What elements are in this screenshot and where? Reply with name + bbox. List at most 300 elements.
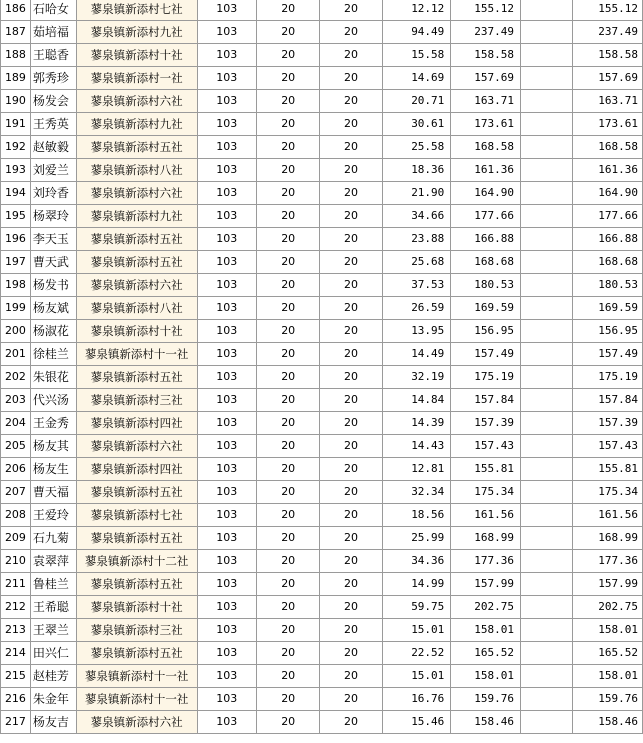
value-cell-d[interactable]: 25.58 — [382, 136, 451, 159]
value-cell-b[interactable]: 20 — [257, 297, 320, 320]
value-cell-e[interactable]: 169.59 — [451, 297, 521, 320]
value-cell-e[interactable]: 175.34 — [451, 481, 521, 504]
name-cell[interactable]: 杨友其 — [30, 435, 76, 458]
value-cell-f[interactable] — [520, 205, 572, 228]
value-cell-a[interactable]: 103 — [197, 297, 256, 320]
value-cell-a[interactable]: 103 — [197, 274, 256, 297]
value-cell-f[interactable] — [520, 619, 572, 642]
value-cell-b[interactable]: 20 — [257, 228, 320, 251]
value-cell-b[interactable]: 20 — [257, 619, 320, 642]
value-cell-c[interactable]: 20 — [320, 228, 382, 251]
value-cell-b[interactable]: 20 — [257, 527, 320, 550]
value-cell-b[interactable]: 20 — [257, 159, 320, 182]
name-cell[interactable]: 徐桂兰 — [30, 343, 76, 366]
name-cell[interactable]: 杨发会 — [30, 90, 76, 113]
value-cell-f[interactable] — [520, 90, 572, 113]
address-cell[interactable]: 蓼泉镇新添村十二社 — [76, 550, 197, 573]
value-cell-a[interactable]: 103 — [197, 320, 256, 343]
address-cell[interactable]: 蓼泉镇新添村十社 — [76, 320, 197, 343]
total-cell[interactable]: 158.58 — [573, 44, 643, 67]
value-cell-b[interactable]: 20 — [257, 412, 320, 435]
value-cell-a[interactable]: 103 — [197, 665, 256, 688]
address-cell[interactable]: 蓼泉镇新添村八社 — [76, 159, 197, 182]
value-cell-c[interactable]: 20 — [320, 159, 382, 182]
value-cell-b[interactable]: 20 — [257, 274, 320, 297]
row-index-cell[interactable]: 217 — [1, 711, 31, 734]
total-cell[interactable]: 177.36 — [573, 550, 643, 573]
value-cell-a[interactable]: 103 — [197, 366, 256, 389]
address-cell[interactable]: 蓼泉镇新添村六社 — [76, 90, 197, 113]
value-cell-a[interactable]: 103 — [197, 688, 256, 711]
value-cell-e[interactable]: 165.52 — [451, 642, 521, 665]
value-cell-e[interactable]: 157.84 — [451, 389, 521, 412]
value-cell-b[interactable]: 20 — [257, 642, 320, 665]
value-cell-e[interactable]: 168.99 — [451, 527, 521, 550]
name-cell[interactable]: 李天玉 — [30, 228, 76, 251]
value-cell-f[interactable] — [520, 711, 572, 734]
value-cell-c[interactable]: 20 — [320, 550, 382, 573]
value-cell-e[interactable]: 155.12 — [451, 0, 521, 21]
value-cell-f[interactable] — [520, 366, 572, 389]
value-cell-c[interactable]: 20 — [320, 596, 382, 619]
value-cell-b[interactable]: 20 — [257, 458, 320, 481]
value-cell-d[interactable]: 14.69 — [382, 67, 451, 90]
value-cell-b[interactable]: 20 — [257, 366, 320, 389]
value-cell-e[interactable]: 177.36 — [451, 550, 521, 573]
value-cell-a[interactable]: 103 — [197, 251, 256, 274]
value-cell-c[interactable]: 20 — [320, 435, 382, 458]
value-cell-a[interactable]: 103 — [197, 389, 256, 412]
value-cell-e[interactable]: 157.43 — [451, 435, 521, 458]
row-index-cell[interactable]: 186 — [1, 0, 31, 21]
value-cell-a[interactable]: 103 — [197, 596, 256, 619]
value-cell-b[interactable]: 20 — [257, 182, 320, 205]
name-cell[interactable]: 赵桂芳 — [30, 665, 76, 688]
address-cell[interactable]: 蓼泉镇新添村六社 — [76, 274, 197, 297]
name-cell[interactable]: 杨淑花 — [30, 320, 76, 343]
total-cell[interactable]: 175.19 — [573, 366, 643, 389]
row-index-cell[interactable]: 200 — [1, 320, 31, 343]
value-cell-e[interactable]: 157.99 — [451, 573, 521, 596]
name-cell[interactable]: 杨友吉 — [30, 711, 76, 734]
value-cell-c[interactable]: 20 — [320, 504, 382, 527]
value-cell-e[interactable]: 163.71 — [451, 90, 521, 113]
row-index-cell[interactable]: 192 — [1, 136, 31, 159]
value-cell-d[interactable]: 12.81 — [382, 458, 451, 481]
total-cell[interactable]: 158.46 — [573, 711, 643, 734]
value-cell-b[interactable]: 20 — [257, 688, 320, 711]
value-cell-f[interactable] — [520, 228, 572, 251]
row-index-cell[interactable]: 205 — [1, 435, 31, 458]
value-cell-d[interactable]: 14.99 — [382, 573, 451, 596]
value-cell-d[interactable]: 14.43 — [382, 435, 451, 458]
value-cell-d[interactable]: 14.49 — [382, 343, 451, 366]
value-cell-a[interactable]: 103 — [197, 619, 256, 642]
address-cell[interactable]: 蓼泉镇新添村六社 — [76, 182, 197, 205]
value-cell-b[interactable]: 20 — [257, 90, 320, 113]
value-cell-d[interactable]: 15.01 — [382, 665, 451, 688]
total-cell[interactable]: 180.53 — [573, 274, 643, 297]
value-cell-d[interactable]: 23.88 — [382, 228, 451, 251]
total-cell[interactable]: 155.12 — [573, 0, 643, 21]
value-cell-b[interactable]: 20 — [257, 205, 320, 228]
name-cell[interactable]: 王翠兰 — [30, 619, 76, 642]
value-cell-b[interactable]: 20 — [257, 21, 320, 44]
value-cell-c[interactable]: 20 — [320, 90, 382, 113]
value-cell-d[interactable]: 12.12 — [382, 0, 451, 21]
value-cell-c[interactable]: 20 — [320, 0, 382, 21]
total-cell[interactable]: 173.61 — [573, 113, 643, 136]
value-cell-f[interactable] — [520, 320, 572, 343]
row-index-cell[interactable]: 197 — [1, 251, 31, 274]
value-cell-f[interactable] — [520, 412, 572, 435]
value-cell-f[interactable] — [520, 113, 572, 136]
row-index-cell[interactable]: 198 — [1, 274, 31, 297]
address-cell[interactable]: 蓼泉镇新添村十一社 — [76, 343, 197, 366]
total-cell[interactable]: 157.69 — [573, 67, 643, 90]
value-cell-e[interactable]: 158.01 — [451, 619, 521, 642]
name-cell[interactable]: 王爱玲 — [30, 504, 76, 527]
value-cell-f[interactable] — [520, 458, 572, 481]
value-cell-f[interactable] — [520, 159, 572, 182]
row-index-cell[interactable]: 209 — [1, 527, 31, 550]
value-cell-d[interactable]: 20.71 — [382, 90, 451, 113]
row-index-cell[interactable]: 208 — [1, 504, 31, 527]
value-cell-a[interactable]: 103 — [197, 159, 256, 182]
value-cell-d[interactable]: 15.46 — [382, 711, 451, 734]
value-cell-a[interactable]: 103 — [197, 412, 256, 435]
value-cell-b[interactable]: 20 — [257, 136, 320, 159]
value-cell-e[interactable]: 155.81 — [451, 458, 521, 481]
value-cell-e[interactable]: 177.66 — [451, 205, 521, 228]
total-cell[interactable]: 161.36 — [573, 159, 643, 182]
value-cell-c[interactable]: 20 — [320, 182, 382, 205]
value-cell-e[interactable]: 157.49 — [451, 343, 521, 366]
value-cell-d[interactable]: 21.90 — [382, 182, 451, 205]
value-cell-c[interactable]: 20 — [320, 665, 382, 688]
address-cell[interactable]: 蓼泉镇新添村七社 — [76, 504, 197, 527]
row-index-cell[interactable]: 187 — [1, 21, 31, 44]
value-cell-b[interactable]: 20 — [257, 573, 320, 596]
value-cell-b[interactable]: 20 — [257, 0, 320, 21]
value-cell-f[interactable] — [520, 481, 572, 504]
value-cell-f[interactable] — [520, 527, 572, 550]
row-index-cell[interactable]: 188 — [1, 44, 31, 67]
value-cell-a[interactable]: 103 — [197, 44, 256, 67]
address-cell[interactable]: 蓼泉镇新添村六社 — [76, 435, 197, 458]
row-index-cell[interactable]: 207 — [1, 481, 31, 504]
value-cell-d[interactable]: 30.61 — [382, 113, 451, 136]
value-cell-f[interactable] — [520, 665, 572, 688]
value-cell-d[interactable]: 18.56 — [382, 504, 451, 527]
value-cell-f[interactable] — [520, 573, 572, 596]
total-cell[interactable]: 202.75 — [573, 596, 643, 619]
value-cell-c[interactable]: 20 — [320, 527, 382, 550]
total-cell[interactable]: 163.71 — [573, 90, 643, 113]
row-index-cell[interactable]: 202 — [1, 366, 31, 389]
value-cell-d[interactable]: 26.59 — [382, 297, 451, 320]
address-cell[interactable]: 蓼泉镇新添村九社 — [76, 113, 197, 136]
row-index-cell[interactable]: 210 — [1, 550, 31, 573]
value-cell-d[interactable]: 15.01 — [382, 619, 451, 642]
total-cell[interactable]: 166.88 — [573, 228, 643, 251]
value-cell-b[interactable]: 20 — [257, 504, 320, 527]
total-cell[interactable]: 157.99 — [573, 573, 643, 596]
name-cell[interactable]: 王希聪 — [30, 596, 76, 619]
name-cell[interactable]: 王聪香 — [30, 44, 76, 67]
value-cell-e[interactable]: 157.39 — [451, 412, 521, 435]
total-cell[interactable]: 157.84 — [573, 389, 643, 412]
value-cell-b[interactable]: 20 — [257, 67, 320, 90]
value-cell-d[interactable]: 59.75 — [382, 596, 451, 619]
value-cell-d[interactable]: 14.84 — [382, 389, 451, 412]
value-cell-c[interactable]: 20 — [320, 619, 382, 642]
value-cell-e[interactable]: 159.76 — [451, 688, 521, 711]
value-cell-d[interactable]: 94.49 — [382, 21, 451, 44]
total-cell[interactable]: 158.01 — [573, 665, 643, 688]
value-cell-a[interactable]: 103 — [197, 343, 256, 366]
address-cell[interactable]: 蓼泉镇新添村八社 — [76, 297, 197, 320]
value-cell-e[interactable]: 164.90 — [451, 182, 521, 205]
value-cell-d[interactable]: 34.66 — [382, 205, 451, 228]
value-cell-a[interactable]: 103 — [197, 205, 256, 228]
name-cell[interactable]: 曹天福 — [30, 481, 76, 504]
value-cell-d[interactable]: 22.52 — [382, 642, 451, 665]
total-cell[interactable]: 175.34 — [573, 481, 643, 504]
address-cell[interactable]: 蓼泉镇新添村五社 — [76, 366, 197, 389]
value-cell-a[interactable]: 103 — [197, 550, 256, 573]
value-cell-b[interactable]: 20 — [257, 481, 320, 504]
value-cell-c[interactable]: 20 — [320, 113, 382, 136]
value-cell-e[interactable]: 158.01 — [451, 665, 521, 688]
value-cell-a[interactable]: 103 — [197, 458, 256, 481]
value-cell-f[interactable] — [520, 67, 572, 90]
value-cell-d[interactable]: 14.39 — [382, 412, 451, 435]
value-cell-b[interactable]: 20 — [257, 251, 320, 274]
value-cell-f[interactable] — [520, 136, 572, 159]
value-cell-f[interactable] — [520, 596, 572, 619]
value-cell-a[interactable]: 103 — [197, 481, 256, 504]
name-cell[interactable]: 杨翠玲 — [30, 205, 76, 228]
name-cell[interactable]: 王秀英 — [30, 113, 76, 136]
total-cell[interactable]: 177.66 — [573, 205, 643, 228]
row-index-cell[interactable]: 201 — [1, 343, 31, 366]
address-cell[interactable]: 蓼泉镇新添村十一社 — [76, 688, 197, 711]
value-cell-f[interactable] — [520, 0, 572, 21]
total-cell[interactable]: 169.59 — [573, 297, 643, 320]
address-cell[interactable]: 蓼泉镇新添村三社 — [76, 619, 197, 642]
total-cell[interactable]: 156.95 — [573, 320, 643, 343]
row-index-cell[interactable]: 206 — [1, 458, 31, 481]
address-cell[interactable]: 蓼泉镇新添村九社 — [76, 21, 197, 44]
value-cell-c[interactable]: 20 — [320, 458, 382, 481]
name-cell[interactable]: 袁翠萍 — [30, 550, 76, 573]
value-cell-f[interactable] — [520, 642, 572, 665]
address-cell[interactable]: 蓼泉镇新添村五社 — [76, 481, 197, 504]
address-cell[interactable]: 蓼泉镇新添村三社 — [76, 389, 197, 412]
address-cell[interactable]: 蓼泉镇新添村四社 — [76, 458, 197, 481]
value-cell-f[interactable] — [520, 550, 572, 573]
name-cell[interactable]: 郭秀珍 — [30, 67, 76, 90]
total-cell[interactable]: 161.56 — [573, 504, 643, 527]
value-cell-f[interactable] — [520, 251, 572, 274]
value-cell-c[interactable]: 20 — [320, 251, 382, 274]
value-cell-b[interactable]: 20 — [257, 113, 320, 136]
name-cell[interactable]: 杨友生 — [30, 458, 76, 481]
address-cell[interactable]: 蓼泉镇新添村五社 — [76, 527, 197, 550]
value-cell-f[interactable] — [520, 297, 572, 320]
address-cell[interactable]: 蓼泉镇新添村十社 — [76, 44, 197, 67]
value-cell-c[interactable]: 20 — [320, 21, 382, 44]
value-cell-a[interactable]: 103 — [197, 0, 256, 21]
value-cell-c[interactable]: 20 — [320, 412, 382, 435]
address-cell[interactable]: 蓼泉镇新添村十一社 — [76, 665, 197, 688]
value-cell-c[interactable]: 20 — [320, 343, 382, 366]
value-cell-d[interactable]: 15.58 — [382, 44, 451, 67]
value-cell-f[interactable] — [520, 435, 572, 458]
address-cell[interactable]: 蓼泉镇新添村九社 — [76, 205, 197, 228]
value-cell-e[interactable]: 202.75 — [451, 596, 521, 619]
row-index-cell[interactable]: 204 — [1, 412, 31, 435]
row-index-cell[interactable]: 214 — [1, 642, 31, 665]
name-cell[interactable]: 朱银花 — [30, 366, 76, 389]
value-cell-e[interactable]: 168.58 — [451, 136, 521, 159]
value-cell-a[interactable]: 103 — [197, 527, 256, 550]
total-cell[interactable]: 157.39 — [573, 412, 643, 435]
value-cell-e[interactable]: 158.46 — [451, 711, 521, 734]
value-cell-b[interactable]: 20 — [257, 44, 320, 67]
value-cell-a[interactable]: 103 — [197, 642, 256, 665]
row-index-cell[interactable]: 193 — [1, 159, 31, 182]
value-cell-c[interactable]: 20 — [320, 688, 382, 711]
value-cell-a[interactable]: 103 — [197, 228, 256, 251]
name-cell[interactable]: 杨友斌 — [30, 297, 76, 320]
total-cell[interactable]: 168.58 — [573, 136, 643, 159]
value-cell-f[interactable] — [520, 21, 572, 44]
value-cell-e[interactable]: 157.69 — [451, 67, 521, 90]
name-cell[interactable]: 朱金年 — [30, 688, 76, 711]
total-cell[interactable]: 168.99 — [573, 527, 643, 550]
value-cell-c[interactable]: 20 — [320, 366, 382, 389]
value-cell-f[interactable] — [520, 504, 572, 527]
address-cell[interactable]: 蓼泉镇新添村五社 — [76, 228, 197, 251]
value-cell-c[interactable]: 20 — [320, 320, 382, 343]
row-index-cell[interactable]: 196 — [1, 228, 31, 251]
value-cell-d[interactable]: 32.19 — [382, 366, 451, 389]
value-cell-f[interactable] — [520, 688, 572, 711]
value-cell-b[interactable]: 20 — [257, 711, 320, 734]
total-cell[interactable]: 168.68 — [573, 251, 643, 274]
name-cell[interactable]: 刘玲香 — [30, 182, 76, 205]
value-cell-a[interactable]: 103 — [197, 182, 256, 205]
total-cell[interactable]: 237.49 — [573, 21, 643, 44]
address-cell[interactable]: 蓼泉镇新添村一社 — [76, 67, 197, 90]
value-cell-c[interactable]: 20 — [320, 205, 382, 228]
value-cell-a[interactable]: 103 — [197, 136, 256, 159]
value-cell-a[interactable]: 103 — [197, 67, 256, 90]
value-cell-f[interactable] — [520, 343, 572, 366]
value-cell-a[interactable]: 103 — [197, 113, 256, 136]
value-cell-e[interactable]: 166.88 — [451, 228, 521, 251]
value-cell-b[interactable]: 20 — [257, 550, 320, 573]
value-cell-c[interactable]: 20 — [320, 711, 382, 734]
address-cell[interactable]: 蓼泉镇新添村四社 — [76, 412, 197, 435]
name-cell[interactable]: 石九菊 — [30, 527, 76, 550]
value-cell-b[interactable]: 20 — [257, 343, 320, 366]
value-cell-d[interactable]: 25.68 — [382, 251, 451, 274]
total-cell[interactable]: 164.90 — [573, 182, 643, 205]
total-cell[interactable]: 157.49 — [573, 343, 643, 366]
name-cell[interactable]: 刘爱兰 — [30, 159, 76, 182]
value-cell-e[interactable]: 173.61 — [451, 113, 521, 136]
row-index-cell[interactable]: 216 — [1, 688, 31, 711]
value-cell-b[interactable]: 20 — [257, 435, 320, 458]
total-cell[interactable]: 159.76 — [573, 688, 643, 711]
total-cell[interactable]: 158.01 — [573, 619, 643, 642]
value-cell-e[interactable]: 158.58 — [451, 44, 521, 67]
value-cell-f[interactable] — [520, 274, 572, 297]
address-cell[interactable]: 蓼泉镇新添村七社 — [76, 0, 197, 21]
value-cell-e[interactable]: 161.36 — [451, 159, 521, 182]
total-cell[interactable]: 155.81 — [573, 458, 643, 481]
value-cell-c[interactable]: 20 — [320, 67, 382, 90]
name-cell[interactable]: 赵敏毅 — [30, 136, 76, 159]
name-cell[interactable]: 鲁桂兰 — [30, 573, 76, 596]
address-cell[interactable]: 蓼泉镇新添村十社 — [76, 596, 197, 619]
value-cell-d[interactable]: 13.95 — [382, 320, 451, 343]
value-cell-c[interactable]: 20 — [320, 297, 382, 320]
value-cell-c[interactable]: 20 — [320, 642, 382, 665]
name-cell[interactable]: 田兴仁 — [30, 642, 76, 665]
value-cell-a[interactable]: 103 — [197, 711, 256, 734]
value-cell-a[interactable]: 103 — [197, 90, 256, 113]
address-cell[interactable]: 蓼泉镇新添村五社 — [76, 642, 197, 665]
value-cell-e[interactable]: 180.53 — [451, 274, 521, 297]
address-cell[interactable]: 蓼泉镇新添村六社 — [76, 711, 197, 734]
address-cell[interactable]: 蓼泉镇新添村五社 — [76, 251, 197, 274]
value-cell-c[interactable]: 20 — [320, 389, 382, 412]
value-cell-a[interactable]: 103 — [197, 573, 256, 596]
value-cell-d[interactable]: 32.34 — [382, 481, 451, 504]
value-cell-d[interactable]: 37.53 — [382, 274, 451, 297]
row-index-cell[interactable]: 212 — [1, 596, 31, 619]
value-cell-c[interactable]: 20 — [320, 136, 382, 159]
address-cell[interactable]: 蓼泉镇新添村五社 — [76, 573, 197, 596]
row-index-cell[interactable]: 195 — [1, 205, 31, 228]
address-cell[interactable]: 蓼泉镇新添村五社 — [76, 136, 197, 159]
name-cell[interactable]: 杨发书 — [30, 274, 76, 297]
value-cell-d[interactable]: 25.99 — [382, 527, 451, 550]
name-cell[interactable]: 王金秀 — [30, 412, 76, 435]
value-cell-b[interactable]: 20 — [257, 320, 320, 343]
row-index-cell[interactable]: 203 — [1, 389, 31, 412]
value-cell-a[interactable]: 103 — [197, 435, 256, 458]
value-cell-e[interactable]: 161.56 — [451, 504, 521, 527]
value-cell-c[interactable]: 20 — [320, 44, 382, 67]
value-cell-f[interactable] — [520, 389, 572, 412]
name-cell[interactable]: 茹培福 — [30, 21, 76, 44]
row-index-cell[interactable]: 190 — [1, 90, 31, 113]
row-index-cell[interactable]: 211 — [1, 573, 31, 596]
value-cell-c[interactable]: 20 — [320, 573, 382, 596]
row-index-cell[interactable]: 199 — [1, 297, 31, 320]
value-cell-e[interactable]: 175.19 — [451, 366, 521, 389]
value-cell-f[interactable] — [520, 182, 572, 205]
row-index-cell[interactable]: 213 — [1, 619, 31, 642]
value-cell-c[interactable]: 20 — [320, 481, 382, 504]
value-cell-d[interactable]: 34.36 — [382, 550, 451, 573]
name-cell[interactable]: 石哈女 — [30, 0, 76, 21]
